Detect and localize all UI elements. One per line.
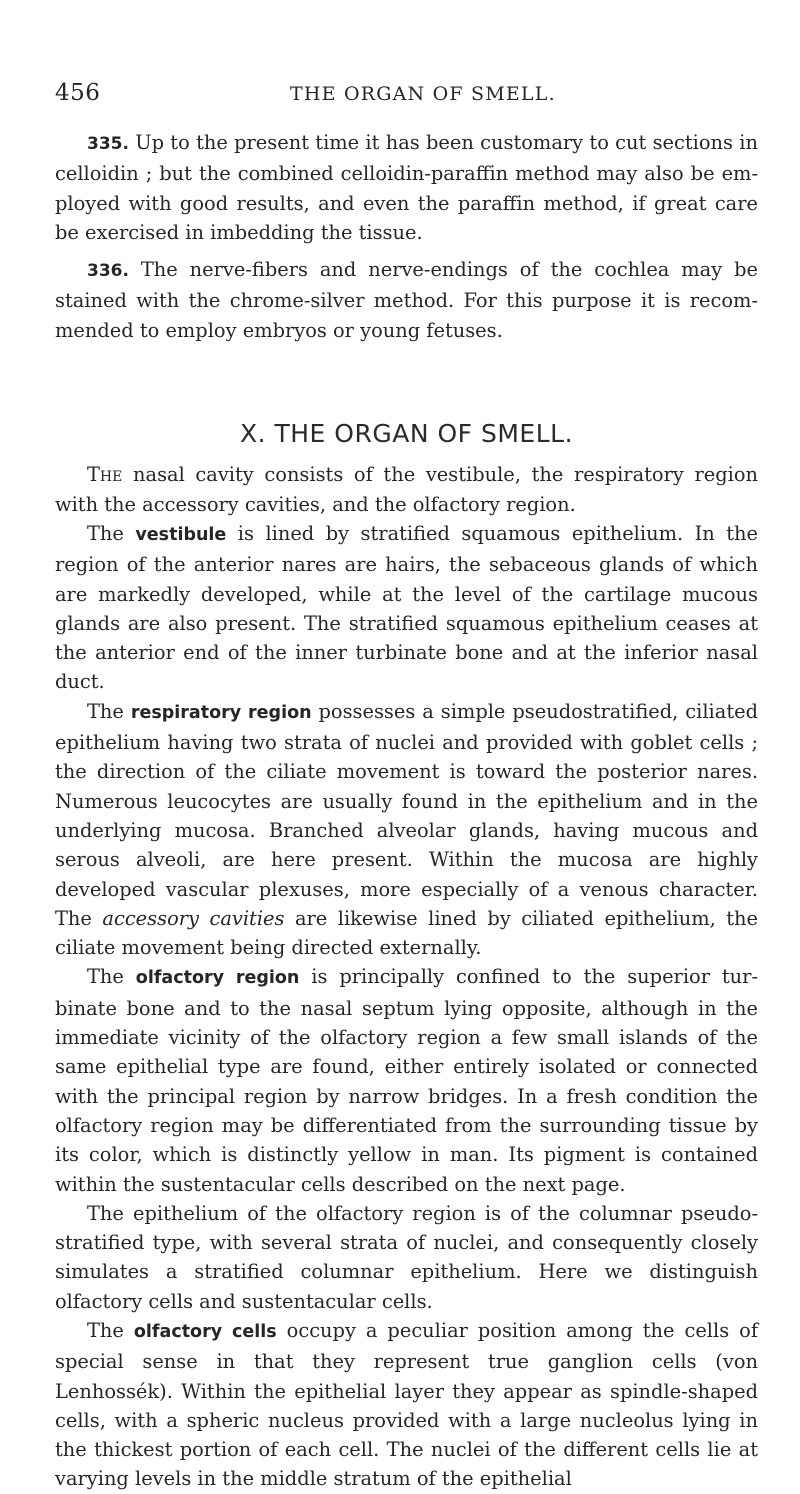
paragraph-number: 335. bbox=[87, 134, 129, 154]
paragraph-text: is principally confined to the superior turbinate bone and to the nasal septum lying opposite, although in the immediate vicinity of the olfactory region a few small islands of the same epithelial type are found, either entirely isolated or connected with the principal region by narrow bridges. In a fresh condition the olfactory region may be differentiated from the surrounding tissue by its color, which is distinctly yellow in man. Its pigment is contained within the sustentacular cells described on the next page. bbox=[55, 965, 758, 1196]
paragraph-text: possesses a simple pseudostratified, ciliated epithelium having two strata of nuclei and provided with goblet cells ; the direction of the ciliate movement is toward the posterior nares. Numerous leucocytes are usually found in the epithelium and in the underlying mucosa. Branched alveolar glands, having mucous and serous alveoli, are here present. Within the mucosa are highly developed vascular plexuses, more especially of a venous character. The bbox=[55, 699, 758, 930]
paragraph-text: are likewise lined by ciliated epithelium, the ciliate movement being directed externally. bbox=[55, 906, 759, 960]
paragraph-text: The nerve-fibers and nerve-endings of the cochlea may be stained with the chrome-silver method. For this purpose it is recommended to employ embryos or young fetuses. bbox=[55, 258, 758, 342]
running-head bbox=[0, 80, 800, 114]
term-accessory-cavities: accessory cavities bbox=[102, 906, 285, 930]
paragraph-number: 336. bbox=[87, 261, 129, 282]
paragraph-olfactory-cells bbox=[55, 1316, 758, 1494]
paragraph-vestibule bbox=[55, 519, 758, 697]
paragraph-respiratory bbox=[55, 697, 758, 963]
paragraph-text: The bbox=[87, 1318, 134, 1342]
paragraph-intro bbox=[55, 460, 758, 519]
paragraph-text: nasal cavity consists of the vestibule, the respiratory region with the accessory cavities, and the olfactory region. bbox=[55, 463, 758, 516]
paragraph-text: The bbox=[87, 521, 136, 545]
term-olfactory-cells: olfactory cells bbox=[133, 1321, 277, 1342]
term-olfactory-region: olfactory region bbox=[135, 968, 300, 989]
paragraph-335 bbox=[55, 128, 758, 247]
paragraph-336 bbox=[55, 255, 758, 345]
page-body bbox=[55, 128, 758, 1494]
section-heading: X. THE ORGAN OF SMELL. bbox=[239, 419, 574, 449]
paragraph-text: The epithelium of the olfactory region is of the columnar pseudostratified type, with several strata of nuclei, and consequently closely simulates a stratified columnar epithelium. Here we distinguish olfactory cells and sustentacular cells. bbox=[55, 1201, 758, 1313]
paragraph-olfactory-region bbox=[55, 962, 758, 1198]
page-number: 456 bbox=[55, 80, 101, 106]
term-vestibule: vestibule bbox=[135, 524, 227, 545]
lead-word: The bbox=[87, 463, 123, 487]
paragraph-text: The bbox=[87, 965, 136, 989]
paragraph-text: occupy a peculiar position among the cells of special sense in that they represent true ganglion cells (von Lenhossék). Within the epithelial layer they appear as spindle-shaped cells, with a spheric nucleus provided with a large nucleolus lying in the thickest portion of each cell. The nuclei of the different cells lie at varying levels in the middle stratum of the epithelial bbox=[55, 1318, 758, 1491]
paragraph-text: The bbox=[87, 699, 131, 723]
paragraph-text: Up to the present time it has been customary to cut sections in celloidin ; but the combined celloidin-paraffin method may also be employed with good results, and even the paraffin method, if great care be exercised in imbedding the tissue. bbox=[55, 131, 758, 244]
term-respiratory-region: respiratory region bbox=[130, 702, 312, 723]
running-title: THE ORGAN OF SMELL. bbox=[290, 83, 556, 105]
paragraph-epithelium bbox=[55, 1199, 758, 1316]
paragraph-text: is lined by stratified squamous epithelium. In the region of the anterior nares are hairs, the sebaceous glands of which are markedly developed, while at the level of the cartilage mucous glands are also present. The stratified squamous epithelium ceases at the anterior end of the inner turbinate bone and at the inferior nasal duct. bbox=[55, 521, 758, 694]
